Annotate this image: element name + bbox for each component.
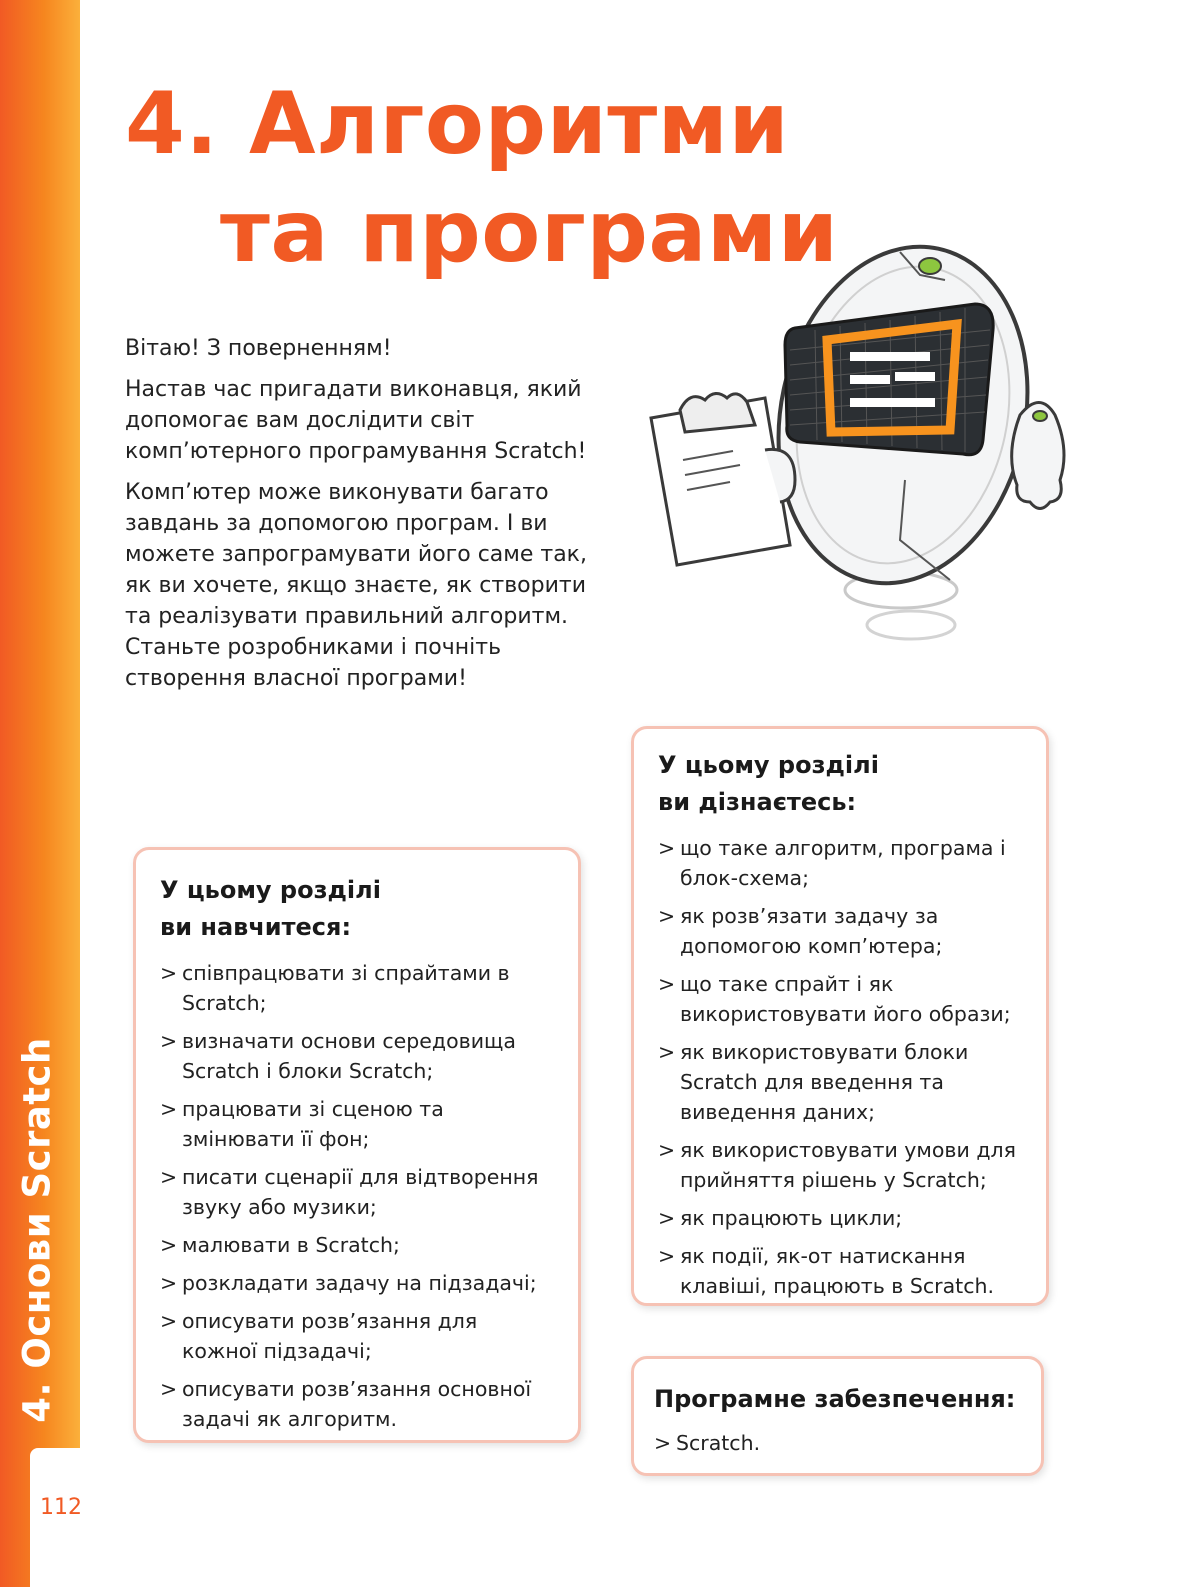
bullet: > <box>658 1138 676 1162</box>
list-item <box>658 1135 1022 1195</box>
intro-paragraph: Комп’ютер може виконувати багато завдань за допомогою програм. І ви можете запрограмувати його саме так, як ви хочете, якщо знаєте, як створити та реалізувати правильний алгоритм. Станьте розробниками і почніть створення власної програми! <box>125 480 587 691</box>
list-item-text: описувати розв’язання основної задачі як алгоритм. <box>182 1377 532 1431</box>
list-item-text: малювати в Scratch; <box>182 1233 400 1257</box>
bullet: > <box>160 1029 178 1053</box>
list-item-text: що таке спрайт і як використовувати його образи; <box>680 972 1011 1026</box>
software-list <box>654 1428 1021 1458</box>
bullet: > <box>160 1233 178 1257</box>
bullet: > <box>658 904 676 928</box>
bullet: > <box>160 1165 178 1189</box>
card-heading <box>160 872 554 946</box>
intro-text <box>125 333 595 704</box>
list-item <box>160 958 554 1018</box>
learn-list <box>160 958 554 1434</box>
list-item-text: що таке алгоритм, програма і блок-схема; <box>680 836 1006 890</box>
intro-paragraph: Настав час пригадати виконавця, який допомогає вам дослідити світ комп’ютерного програмування Scratch! <box>125 377 587 464</box>
bullet: > <box>658 972 676 996</box>
list-item <box>160 1162 554 1222</box>
list-item-text: писати сценарії для відтворення звуку або музики; <box>182 1165 539 1219</box>
list-item <box>160 1230 554 1260</box>
list-item-text: визначати основи середовища Scratch і блоки Scratch; <box>182 1029 516 1083</box>
bullet: > <box>658 1206 676 1230</box>
card-heading-line-2: ви навчитеся: <box>160 913 352 941</box>
list-item-text: розкладати задачу на підзадачі; <box>182 1271 537 1295</box>
list-item-text: як події, як-от натискання клавіші, працюють в Scratch. <box>680 1244 994 1298</box>
page-number: 112 <box>40 1495 82 1520</box>
list-item <box>160 1268 554 1298</box>
bullet: > <box>160 1377 178 1401</box>
bullet: > <box>160 1309 178 1333</box>
bullet: > <box>160 961 178 985</box>
title-line-1: 4. Алгоритми <box>125 74 790 174</box>
list-item <box>658 1203 1022 1233</box>
list-item <box>160 1374 554 1434</box>
bullet: > <box>658 1040 676 1064</box>
list-item <box>160 1026 554 1086</box>
list-item-text: як працюють цикли; <box>680 1206 903 1230</box>
card-heading-line-2: ви дізнаєтесь: <box>658 788 857 816</box>
bullet: > <box>654 1431 672 1455</box>
list-item-text: як розв’язати задачу за допомогою комп’ютера; <box>680 904 943 958</box>
card-heading: Програмне забезпечення: <box>654 1385 1016 1413</box>
list-item <box>658 1241 1022 1301</box>
you-will-know-card <box>631 726 1049 1306</box>
list-item-text: як використовувати умови для прийняття рішень у Scratch; <box>680 1138 1016 1192</box>
list-item <box>658 1037 1022 1127</box>
title-line-2: та програми <box>220 182 839 282</box>
card-heading-line-1: У цьому розділі <box>160 876 381 904</box>
card-heading-line-1: У цьому розділі <box>658 751 879 779</box>
card-heading <box>658 747 1022 821</box>
list-item-text: співпрацювати зі спрайтами в Scratch; <box>182 961 510 1015</box>
bullet: > <box>658 836 676 860</box>
section-label: 4. Основи Scratch <box>15 1037 59 1423</box>
list-item-text: як використовувати блоки Scratch для введення та виведення даних; <box>680 1040 969 1124</box>
software-card <box>631 1356 1044 1476</box>
robot-illustration <box>645 240 1085 650</box>
list-item <box>160 1094 554 1154</box>
bullet: > <box>160 1097 178 1121</box>
list-item <box>658 901 1022 961</box>
intro-paragraph: Вітаю! З поверненням! <box>125 336 392 361</box>
list-item <box>654 1428 1021 1458</box>
bullet: > <box>160 1271 178 1295</box>
list-item-text: описувати розв’язання для кожної підзадачі; <box>182 1309 478 1363</box>
list-item-text: працювати зі сценою та змінювати її фон; <box>182 1097 444 1151</box>
you-will-learn-card <box>133 847 581 1443</box>
list-item-text: Scratch. <box>676 1431 761 1455</box>
list-item <box>658 969 1022 1029</box>
know-list <box>658 833 1022 1301</box>
bullet: > <box>658 1244 676 1268</box>
list-item <box>160 1306 554 1366</box>
list-item <box>658 833 1022 893</box>
